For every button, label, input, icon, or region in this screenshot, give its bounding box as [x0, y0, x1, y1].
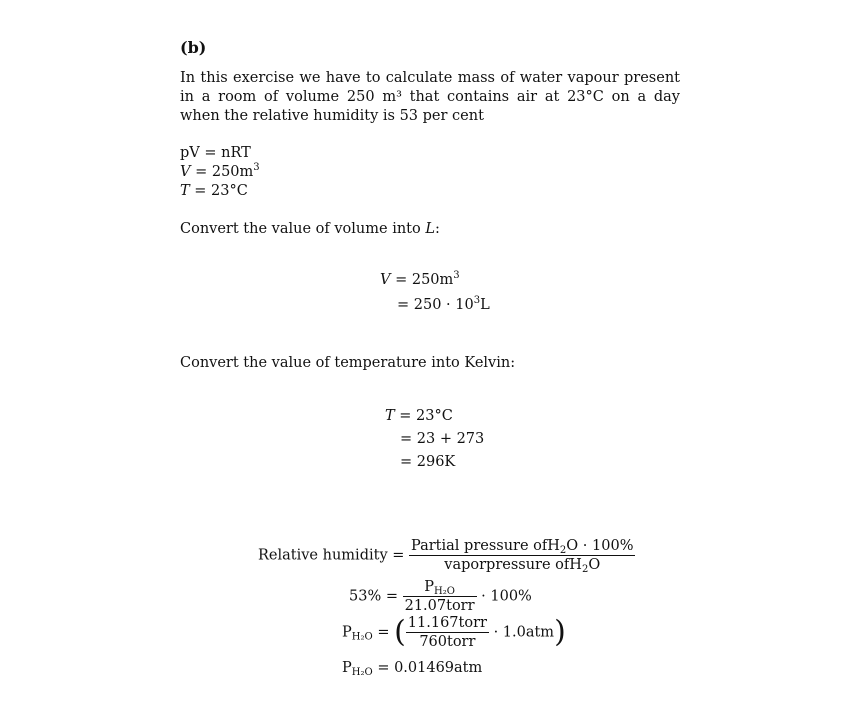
temperature-eq-line1 [385, 407, 453, 426]
section-heading: (b) [180, 38, 207, 57]
temperature-celsius: = 23°C [394, 408, 453, 424]
convert-temperature-label: Convert the value of temperature into Kelvin: [180, 355, 516, 371]
volume-liters: = 250 · 10 [397, 297, 474, 313]
temperature-eq-line3: = 296K [400, 454, 456, 470]
rh-num-tail: O · 100% [566, 538, 634, 554]
volume-eq-line1 [380, 271, 460, 290]
p-symbol: P [342, 624, 352, 641]
p-symbol: P [342, 660, 352, 676]
relative-humidity-equation [258, 537, 635, 574]
rh-num-text: Partial pressure ofH [411, 538, 560, 554]
given-volume [180, 163, 260, 182]
rh-den-tail: O [588, 557, 601, 573]
volume-eq-line2 [397, 296, 490, 315]
volume-exponent: 3 [453, 270, 460, 281]
pressure-value: = 0.01469atm [377, 660, 483, 676]
temperature-eq-line2: = 23 + 273 [400, 431, 485, 447]
rh-denominator [409, 556, 635, 574]
liters-unit: L [480, 297, 490, 313]
atm-factor: · 1.0atm [493, 624, 555, 641]
convert-volume-text: Convert the value of volume into [180, 221, 426, 237]
unit-l: L [425, 221, 435, 237]
var-t: T [180, 183, 190, 199]
convert-volume-label [180, 220, 440, 239]
pressure-result [342, 659, 482, 678]
given-temperature-value: = 23°C [189, 183, 248, 199]
rh-53-numerator [403, 578, 477, 597]
torr-denominator: 760torr [419, 634, 476, 650]
p-subscript: H₂O [351, 667, 373, 678]
given-volume-exponent: 3 [253, 162, 260, 173]
equals: = [377, 624, 390, 641]
p-subscript: H₂O [351, 631, 373, 643]
pressure-equation [342, 614, 566, 651]
right-paren: ) [554, 614, 566, 650]
var-t: T [385, 408, 395, 424]
p-symbol: P [424, 579, 434, 595]
colon: : [435, 221, 440, 237]
humidity-53-equation [349, 578, 532, 615]
given-volume-value: = 250m [190, 164, 254, 180]
torr-numerator: 11.167torr [407, 615, 487, 631]
given-temperature [180, 182, 248, 201]
liters-exponent: 3 [473, 295, 481, 306]
rh-fraction [409, 537, 635, 574]
given-ideal-gas-law: pV = nRT [180, 145, 251, 161]
rh-numerator [409, 537, 635, 556]
rh-num-sub: 2 [559, 545, 567, 556]
problem-statement: In this exercise we have to calculate mass of water vapour present in a room of volume 250 m³ that contains air at 23°C on a day when the relative humidity is 53 per cent [180, 70, 680, 124]
volume-value: = 250m [390, 272, 454, 288]
rh-53-tail: · 100% [481, 588, 532, 605]
rh-label: Relative humidity = [258, 547, 405, 564]
var-v: V [380, 272, 391, 288]
rh-den-text: vaporpressure ofH [444, 557, 582, 573]
left-paren: ( [394, 614, 406, 650]
var-v: V [180, 164, 191, 180]
rh-53-label: 53% = [349, 588, 398, 605]
rh-53-denominator: 21.07torr [404, 598, 475, 614]
rh-53-fraction [403, 578, 477, 615]
rh-den-sub: 2 [581, 564, 589, 575]
p-subscript: H₂O [433, 586, 455, 597]
torr-fraction [406, 614, 489, 651]
